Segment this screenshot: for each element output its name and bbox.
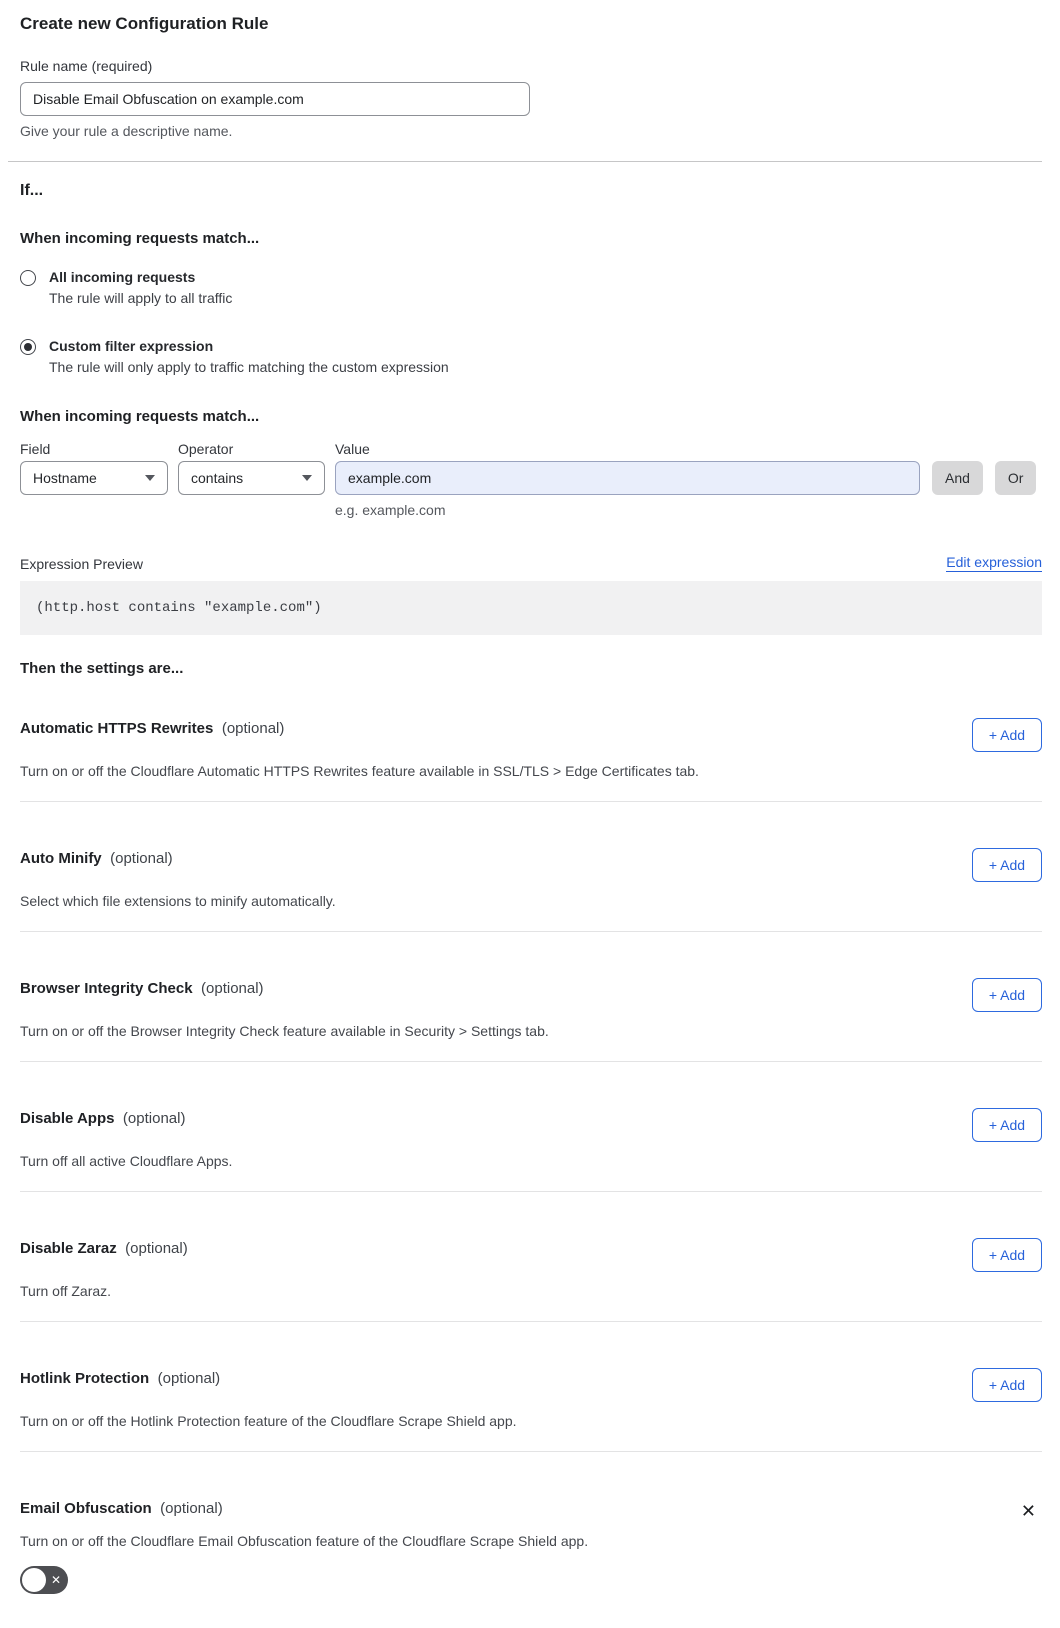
settings-list bbox=[20, 692, 1042, 1604]
request-match-radio-group bbox=[20, 269, 1042, 375]
setting-description: Select which file extensions to minify automatically. bbox=[20, 893, 336, 909]
builder-heading: When incoming requests match... bbox=[20, 408, 260, 425]
setting-description: Turn off all active Cloudflare Apps. bbox=[20, 1153, 233, 1169]
setting-optional-suffix: (optional) bbox=[122, 1110, 186, 1127]
add-setting-button[interactable]: + Add bbox=[972, 1368, 1042, 1402]
or-button[interactable]: Or bbox=[995, 461, 1037, 495]
builder-row bbox=[20, 461, 1042, 495]
add-setting-button[interactable]: + Add bbox=[972, 1238, 1042, 1272]
operator-select-value: contains bbox=[191, 470, 244, 486]
rule-name-label: Rule name (required) bbox=[20, 58, 153, 74]
setting-item bbox=[20, 932, 1042, 1062]
expression-preview-label: Expression Preview bbox=[20, 556, 143, 572]
add-setting-button[interactable]: + Add bbox=[972, 978, 1042, 1012]
toggle-knob bbox=[22, 1568, 46, 1592]
builder-column-labels bbox=[20, 441, 1042, 457]
setting-name: Browser Integrity Check bbox=[20, 980, 193, 997]
then-settings-heading: Then the settings are... bbox=[20, 660, 184, 677]
match-heading: When incoming requests match... bbox=[20, 230, 260, 247]
add-setting-button[interactable]: + Add bbox=[972, 1108, 1042, 1142]
setting-optional-suffix: (optional) bbox=[125, 1240, 188, 1257]
section-divider bbox=[8, 161, 1042, 162]
operator-select[interactable] bbox=[178, 461, 325, 495]
add-setting-button[interactable]: + Add bbox=[972, 848, 1042, 882]
value-input[interactable] bbox=[335, 461, 920, 495]
setting-description: Turn on or off the Hotlink Protection feature of the Cloudflare Scrape Shield app. bbox=[20, 1413, 517, 1429]
radio-button-icon[interactable] bbox=[20, 270, 36, 286]
value-label: Value bbox=[335, 441, 370, 457]
setting-item bbox=[20, 802, 1042, 932]
radio-description: The rule will apply to all traffic bbox=[49, 290, 233, 306]
setting-title bbox=[20, 1240, 188, 1258]
radio-option-all-requests[interactable] bbox=[20, 269, 1042, 306]
radio-button-icon[interactable] bbox=[20, 339, 36, 355]
setting-name: Hotlink Protection bbox=[20, 1370, 150, 1387]
setting-name: Automatic HTTPS Rewrites bbox=[20, 720, 214, 737]
setting-optional-suffix: (optional) bbox=[221, 720, 285, 737]
chevron-down-icon bbox=[302, 475, 312, 481]
setting-name: Disable Zaraz bbox=[20, 1240, 117, 1257]
field-select-value: Hostname bbox=[33, 470, 97, 486]
value-help-text: e.g. example.com bbox=[335, 502, 446, 518]
field-label: Field bbox=[20, 441, 51, 457]
setting-item bbox=[20, 1062, 1042, 1192]
setting-title bbox=[20, 1500, 223, 1518]
setting-name: Disable Apps bbox=[20, 1110, 115, 1127]
setting-item bbox=[20, 1322, 1042, 1452]
setting-toggle[interactable] bbox=[20, 1566, 68, 1594]
setting-optional-suffix: (optional) bbox=[110, 850, 173, 867]
rule-name-help: Give your rule a descriptive name. bbox=[20, 123, 233, 139]
setting-item bbox=[20, 692, 1042, 802]
if-heading: If... bbox=[20, 182, 44, 199]
page-title: Create new Configuration Rule bbox=[20, 14, 269, 33]
expression-preview-header bbox=[20, 554, 1042, 572]
radio-label: Custom filter expression bbox=[49, 338, 214, 354]
setting-name: Auto Minify bbox=[20, 850, 102, 867]
setting-title bbox=[20, 850, 173, 868]
setting-item bbox=[20, 1192, 1042, 1322]
setting-optional-suffix: (optional) bbox=[201, 980, 264, 997]
setting-title bbox=[20, 720, 284, 738]
expression-preview-code: (http.host contains "example.com") bbox=[20, 581, 1042, 635]
radio-description: The rule will only apply to traffic matching the custom expression bbox=[49, 359, 449, 375]
chevron-down-icon bbox=[145, 475, 155, 481]
rule-name-input[interactable] bbox=[20, 82, 530, 116]
setting-description: Turn off Zaraz. bbox=[20, 1283, 112, 1299]
add-setting-button[interactable]: + Add bbox=[972, 718, 1042, 752]
setting-name: Email Obfuscation bbox=[20, 1500, 152, 1517]
and-button[interactable]: And bbox=[932, 461, 983, 495]
toggle-off-icon: ✕ bbox=[50, 1573, 61, 1587]
setting-item bbox=[20, 1452, 1042, 1604]
setting-description: Turn on or off the Browser Integrity Check feature available in Security > Settings tab. bbox=[20, 1023, 549, 1039]
close-icon[interactable]: ✕ bbox=[1015, 1500, 1042, 1522]
setting-description: Turn on or off the Cloudflare Automatic HTTPS Rewrites feature available in SSL/TLS > Edge Certificates tab. bbox=[20, 763, 699, 779]
edit-expression-link[interactable]: Edit expression bbox=[946, 554, 1042, 570]
setting-optional-suffix: (optional) bbox=[160, 1500, 223, 1517]
setting-title bbox=[20, 1110, 185, 1128]
setting-description: Turn on or off the Cloudflare Email Obfuscation feature of the Cloudflare Scrape Shield app. bbox=[20, 1533, 589, 1549]
radio-label: All incoming requests bbox=[49, 269, 196, 285]
field-select[interactable] bbox=[20, 461, 168, 495]
rule-name-section bbox=[20, 58, 1042, 139]
setting-optional-suffix: (optional) bbox=[157, 1370, 221, 1387]
operator-label: Operator bbox=[178, 441, 234, 457]
radio-option-custom-filter[interactable] bbox=[20, 338, 1042, 375]
setting-title bbox=[20, 1370, 220, 1388]
setting-title bbox=[20, 980, 264, 998]
